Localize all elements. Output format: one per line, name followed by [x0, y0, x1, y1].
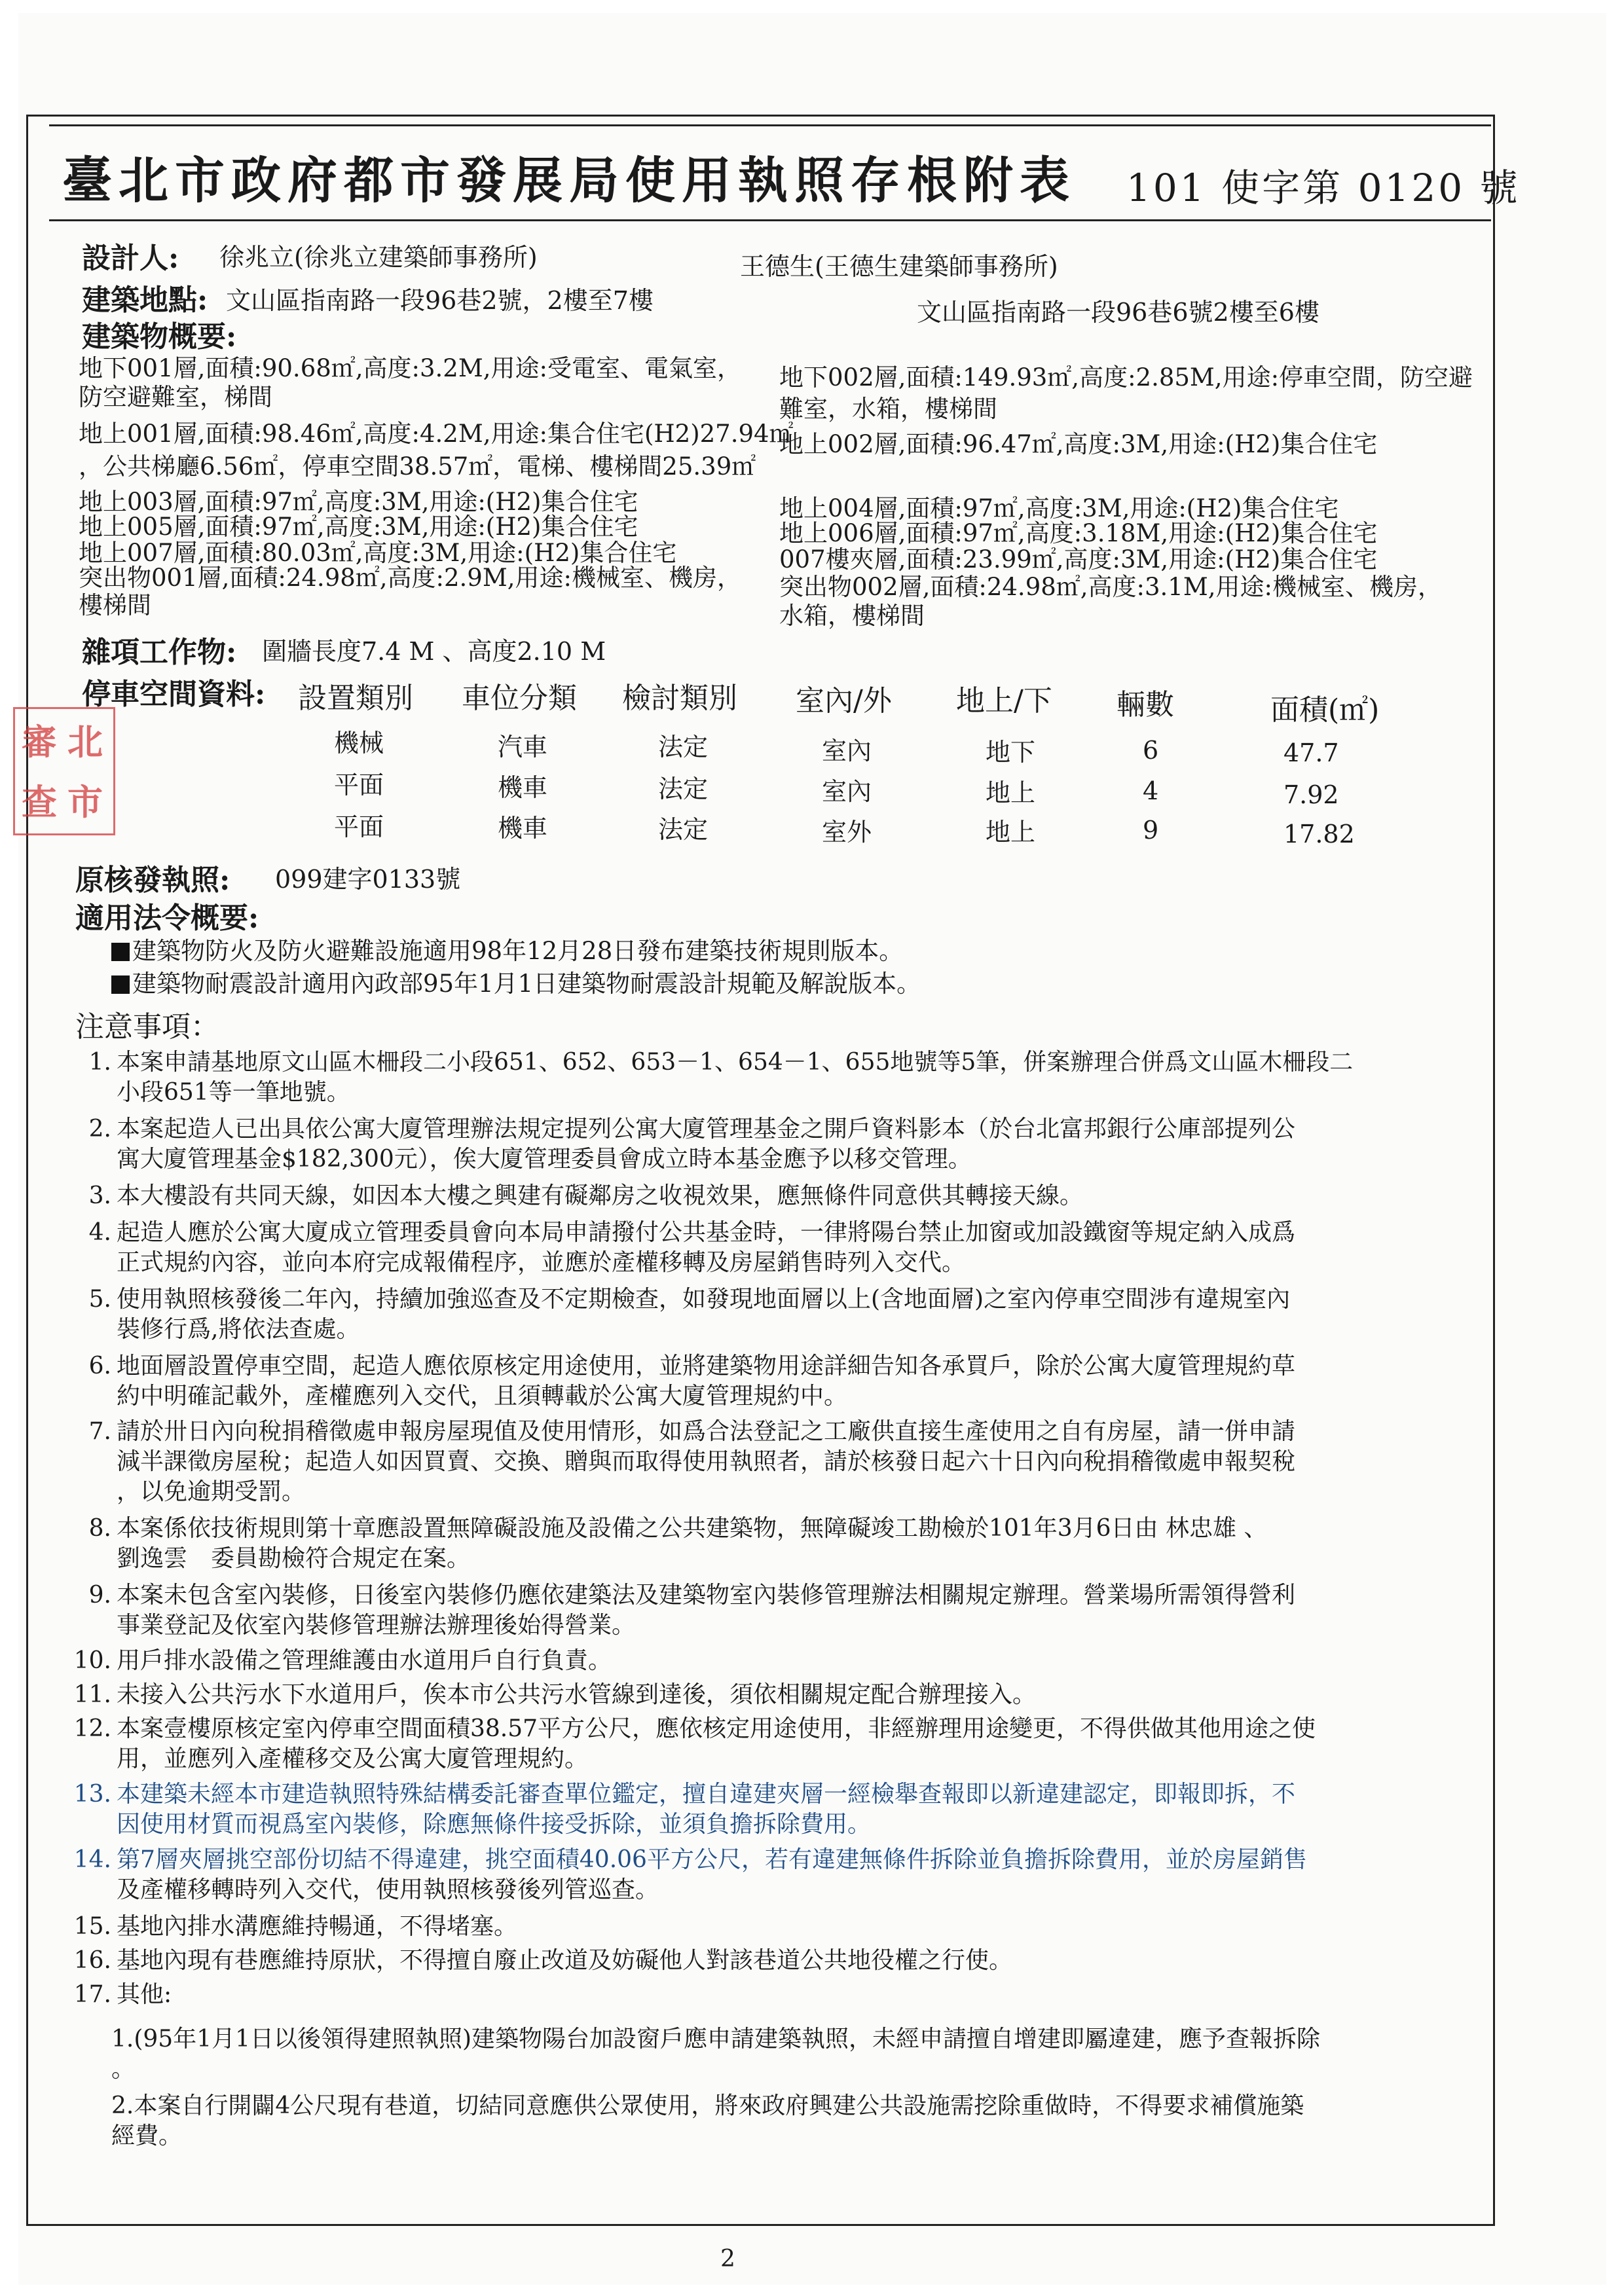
note-item [59, 1417, 1295, 1507]
other-item [111, 2024, 1320, 2085]
parking-cell: 機車 [498, 773, 548, 802]
note-line: 本案申請基地原文山區木柵段二小段651、652、653－1、654－1、655地號等5筆，併案辦理合併爲文山區木柵段二 [117, 1049, 1354, 1076]
note-number: 3. [88, 1182, 111, 1209]
note-item [59, 1114, 1295, 1175]
misc-text: 圍牆長度7.4 M 、高度2.10 M [262, 637, 606, 666]
note-line: 小段651等一筆地號。 [117, 1079, 350, 1106]
parking-cell: 法定 [658, 774, 709, 803]
page-number: 2 [720, 2246, 735, 2272]
note-number: 9. [88, 1582, 111, 1609]
parking-cell: 平面 [334, 771, 384, 799]
note-line: 減半課徵房屋稅；起造人如因買賣、交換、贈與而取得使用執照者，請於核發日起六十日內向稅捐稽徵處申報契稅 [117, 1448, 1296, 1475]
note-number: 15. [73, 1913, 111, 1940]
parking-cell: 室內 [822, 777, 872, 806]
note-item [59, 1980, 172, 2010]
stamp-char: 市 [67, 781, 103, 823]
parking-cell: 6 [1143, 736, 1159, 765]
overview-right-line: 地下002層,面積:149.93㎡,高度:2.85M,用途:停車空間，防空避 [779, 363, 1473, 392]
overview-left-line: 突出物001層,面積:24.98㎡,高度:2.9M,用途:機械室、機房， [79, 564, 741, 592]
parking-cell: 地上 [986, 818, 1036, 847]
overview-label: 建築物概要: [82, 320, 237, 354]
stamp-char: 查 [22, 781, 57, 823]
note-item [59, 1351, 1295, 1412]
parking-cell: 法定 [658, 815, 709, 844]
overview-left-line: 地上003層,面積:97㎡,高度:3M,用途:(H2)集合住宅 [79, 488, 638, 516]
parking-header: 檢討類別 [622, 682, 737, 715]
note-item [59, 1514, 1267, 1574]
note-item [59, 1646, 612, 1676]
note-number: 1. [88, 1049, 111, 1076]
other-line: 。 [111, 2056, 136, 2083]
parking-cell: 室外 [822, 818, 872, 847]
note-line: 其他: [117, 1981, 172, 2008]
note-item [59, 1680, 1036, 1710]
location-left: 文山區指南路一段96巷2號，2樓至7樓 [226, 286, 654, 315]
note-item [59, 1285, 1290, 1345]
note-number: 8. [88, 1515, 111, 1542]
designer-left: 徐兆立(徐兆立建築師事務所) [219, 243, 538, 272]
note-number: 16. [73, 1947, 111, 1974]
overview-left-line: 防空避難室，梯間 [79, 383, 272, 411]
overview-left-line: 地下001層,面積:90.68㎡,高度:3.2M,用途:受電室、電氣室， [79, 354, 741, 382]
document-title: 臺北市政府都市發展局使用執照存根附表 [62, 151, 1076, 210]
note-line: 地面層設置停車空間，起造人應依原核定用途使用，並將建築物用途詳細告知各承買戶，除於公寓大廈管理規約草 [117, 1353, 1296, 1379]
parking-header: 地上/下 [956, 684, 1052, 718]
note-line: 用戶排水設備之管理維護由水道用戶自行負責。 [117, 1647, 612, 1674]
note-number: 10. [73, 1647, 111, 1674]
location-right: 文山區指南路一段96巷6號2樓至6樓 [917, 298, 1320, 327]
note-item [59, 1580, 1295, 1641]
parking-cell: 7.92 [1283, 780, 1339, 809]
note-number: 6. [88, 1353, 111, 1379]
note-line: 基地內現有巷應維持原狀，不得擅自廢止改道及妨礙他人對該巷道公共地役權之行使。 [117, 1947, 1013, 1974]
overview-left-line: 地上001層,面積:98.46㎡,高度:4.2M,用途:集合住宅(H2)27.94㎡ [79, 420, 794, 448]
law-item [111, 964, 921, 999]
parking-cell: 地上 [986, 778, 1036, 807]
overview-left-line: ，公共梯廳6.56㎡，停車空間38.57㎡，電梯、樓梯間25.39㎡ [79, 452, 756, 481]
other-line: 2.本案自行開闢4公尺現有巷道，切結同意應供公眾使用，將來政府興建公共設施需挖除重做時，不得要求補償施築 [111, 2092, 1304, 2119]
note-line: 請於卅日內向稅捐稽徵處申報房屋現值及使用情形，如爲合法登記之工廠供直接生產使用之自有房屋，請一併申請 [117, 1418, 1296, 1445]
parking-cell: 47.7 [1283, 738, 1339, 767]
parking-cell: 汽車 [498, 733, 548, 761]
parking-cell: 機械 [334, 729, 384, 757]
note-item [59, 1181, 1083, 1211]
parking-header: 面積(㎡) [1270, 693, 1380, 727]
note-number: 2. [88, 1116, 111, 1142]
overview-left-line: 地上007層,面積:80.03㎡,高度:3M,用途:(H2)集合住宅 [79, 539, 677, 567]
note-item-highlight [59, 1845, 1307, 1905]
overview-right-line: 難室，水箱，樓梯間 [779, 395, 997, 423]
note-line: 未接入公共污水下水道用戶，俟本市公共污水管線到達後，須依相關規定配合辦理接入。 [117, 1681, 1037, 1708]
parking-cell: 9 [1143, 816, 1159, 845]
overview-right-line: 突出物002層,面積:24.98㎡,高度:3.1M,用途:機械室、機房， [779, 573, 1442, 601]
location-label: 建築地點: [82, 283, 208, 317]
other-line: 1.(95年1月1日以後領得建照執照)建築物陽台加設窗戶應申請建築執照，未經申請擅自增建即屬違建，應予查報拆除 [111, 2026, 1321, 2052]
note-line: 第7層夾層挑空部份切結不得違建，挑空面積40.06平方公尺，若有違建無條件拆除並負擔拆除費用，並於房屋銷售 [117, 1846, 1307, 1873]
parking-cell: 機車 [498, 814, 548, 843]
note-number: 14. [73, 1846, 111, 1873]
note-number: 12. [73, 1715, 111, 1742]
note-line: 本建築未經本市建造執照特殊結構委託審查單位鑑定，擅自違建夾層一經檢舉查報即以新違建認定，即報即拆，不 [117, 1781, 1296, 1808]
note-number: 17. [73, 1981, 111, 2008]
note-line: 正式規約內容，並向本府完成報備程序，並應於產權移轉及房屋銷售時列入交代。 [117, 1249, 966, 1276]
note-item-highlight [59, 1779, 1295, 1840]
note-line: 及產權移轉時列入交代，使用執照核發後列管巡查。 [117, 1876, 659, 1903]
note-item [59, 1218, 1295, 1278]
overview-left-line: 樓梯間 [79, 591, 151, 619]
note-line: 本案壹樓原核定室內停車空間面積38.57平方公尺，應依核定用途使用，非經辦理用途變更，不得供做其他用途之使 [117, 1715, 1316, 1742]
other-line: 經費。 [111, 2123, 183, 2149]
permit-number: 101 使字第 0120 號 [1126, 166, 1521, 210]
note-item [59, 1946, 1012, 1976]
stamp-char: 北 [67, 721, 103, 763]
note-line: 裝修行爲,將依法查處。 [117, 1316, 360, 1343]
note-line: 用，並應列入產權移交及公寓大廈管理規約。 [117, 1745, 589, 1772]
law-item-text: 建築物防火及防火避難設施適用98年12月28日發布建築技術規則版本。 [132, 937, 904, 965]
note-line: 事業登記及依室內裝修管理辦法辦理後始得營業。 [117, 1612, 636, 1639]
parking-header: 輛數 [1116, 688, 1174, 721]
note-item [59, 1912, 517, 1942]
note-line: 基地內排水溝應維持暢通，不得堵塞。 [117, 1913, 518, 1940]
parking-cell: 法定 [658, 733, 709, 761]
note-line: 寓大廈管理基金$182,300元），俟大廈管理委員會成立時本基金應予以移交管理。 [117, 1146, 972, 1173]
note-number: 13. [73, 1781, 111, 1808]
overview-right-line: 007樓夾層,面積:23.99㎡,高度:3M,用途:(H2)集合住宅 [779, 545, 1378, 574]
other-item [111, 2091, 1304, 2151]
original-permit-label: 原核發執照: [75, 864, 231, 897]
overview-right-line: 地上002層,面積:96.47㎡,高度:3M,用途:(H2)集合住宅 [779, 430, 1378, 458]
note-line: 本案起造人已出具依公寓大廈管理辦法規定提列公寓大廈管理基金之開戶資料影本（於台北富邦銀行公庫部提列公 [117, 1116, 1296, 1142]
note-item [59, 1048, 1353, 1108]
parking-header: 設置類別 [298, 682, 413, 715]
designer-right: 王德生(王德生建築師事務所) [740, 252, 1058, 281]
note-line: 劉逸雲 委員勘檢符合規定在案。 [117, 1545, 471, 1572]
note-line: 約中明確記載外，產權應列入交代，且須轉載於公寓大廈管理規約中。 [117, 1383, 848, 1410]
parking-cell: 地下 [986, 738, 1036, 767]
note-number: 5. [88, 1286, 111, 1313]
overview-right-line: 地上004層,面積:97㎡,高度:3M,用途:(H2)集合住宅 [779, 494, 1339, 522]
note-line: ，以免逾期受罰。 [117, 1478, 306, 1505]
parking-label: 停車空間資料: [82, 678, 266, 711]
note-line: 本大樓設有共同天線，如因本大樓之興建有礙鄰房之收視效果，應無條件同意供其轉接天線。 [117, 1182, 1084, 1209]
notes-label: 注意事項： [75, 1010, 219, 1044]
bullet-square-icon [111, 975, 130, 994]
stamp-char: 審 [22, 721, 57, 763]
note-number: 4. [88, 1219, 111, 1246]
note-item [59, 1714, 1316, 1774]
designer-label: 設計人: [82, 242, 179, 275]
note-number: 7. [88, 1418, 111, 1445]
note-line: 本案係依技術規則第十章應設置無障礙設施及設備之公共建築物，無障礙竣工勘檢於101年3月6日由 林忠雄 、 [117, 1515, 1268, 1542]
parking-cell: 平面 [334, 812, 384, 841]
parking-cell: 室內 [822, 737, 872, 765]
overview-left-line: 地上005層,面積:97㎡,高度:3M,用途:(H2)集合住宅 [79, 513, 638, 541]
overview-right-line: 水箱，樓梯間 [779, 602, 925, 630]
original-permit-text: 099建字0133號 [275, 865, 461, 894]
law-item-text: 建築物耐震設計適用內政部95年1月1日建築物耐震設計規範及解說版本。 [132, 970, 921, 998]
parking-cell: 17.82 [1283, 820, 1355, 848]
law-label: 適用法令概要: [75, 902, 259, 935]
misc-label: 雜項工作物: [82, 636, 237, 669]
note-number: 11. [73, 1681, 111, 1708]
parking-header: 車位分類 [462, 682, 577, 715]
note-line: 使用執照核發後二年內，持續加強巡查及不定期檢查，如發現地面層以上(含地面層)之室內停車空間涉有違規室內 [117, 1286, 1291, 1313]
law-item [111, 931, 903, 966]
official-stamp [13, 707, 115, 835]
note-line: 起造人應於公寓大廈成立管理委員會向本局申請撥付公共基金時，一律將陽台禁止加窗或加設鐵窗等規定納入成爲 [117, 1219, 1296, 1246]
parking-header: 室內/外 [796, 684, 892, 718]
bullet-square-icon [111, 943, 130, 961]
parking-cell: 4 [1143, 776, 1159, 805]
overview-right-line: 地上006層,面積:97㎡,高度:3.18M,用途:(H2)集合住宅 [779, 519, 1378, 547]
note-line: 本案未包含室內裝修，日後室內裝修仍應依建築法及建築物室內裝修管理辦法相關規定辦理。營業場所需領得營利 [117, 1582, 1296, 1609]
note-line: 因使用材質而視爲室內裝修，除應無條件接受拆除，並須負擔拆除費用。 [117, 1811, 872, 1838]
